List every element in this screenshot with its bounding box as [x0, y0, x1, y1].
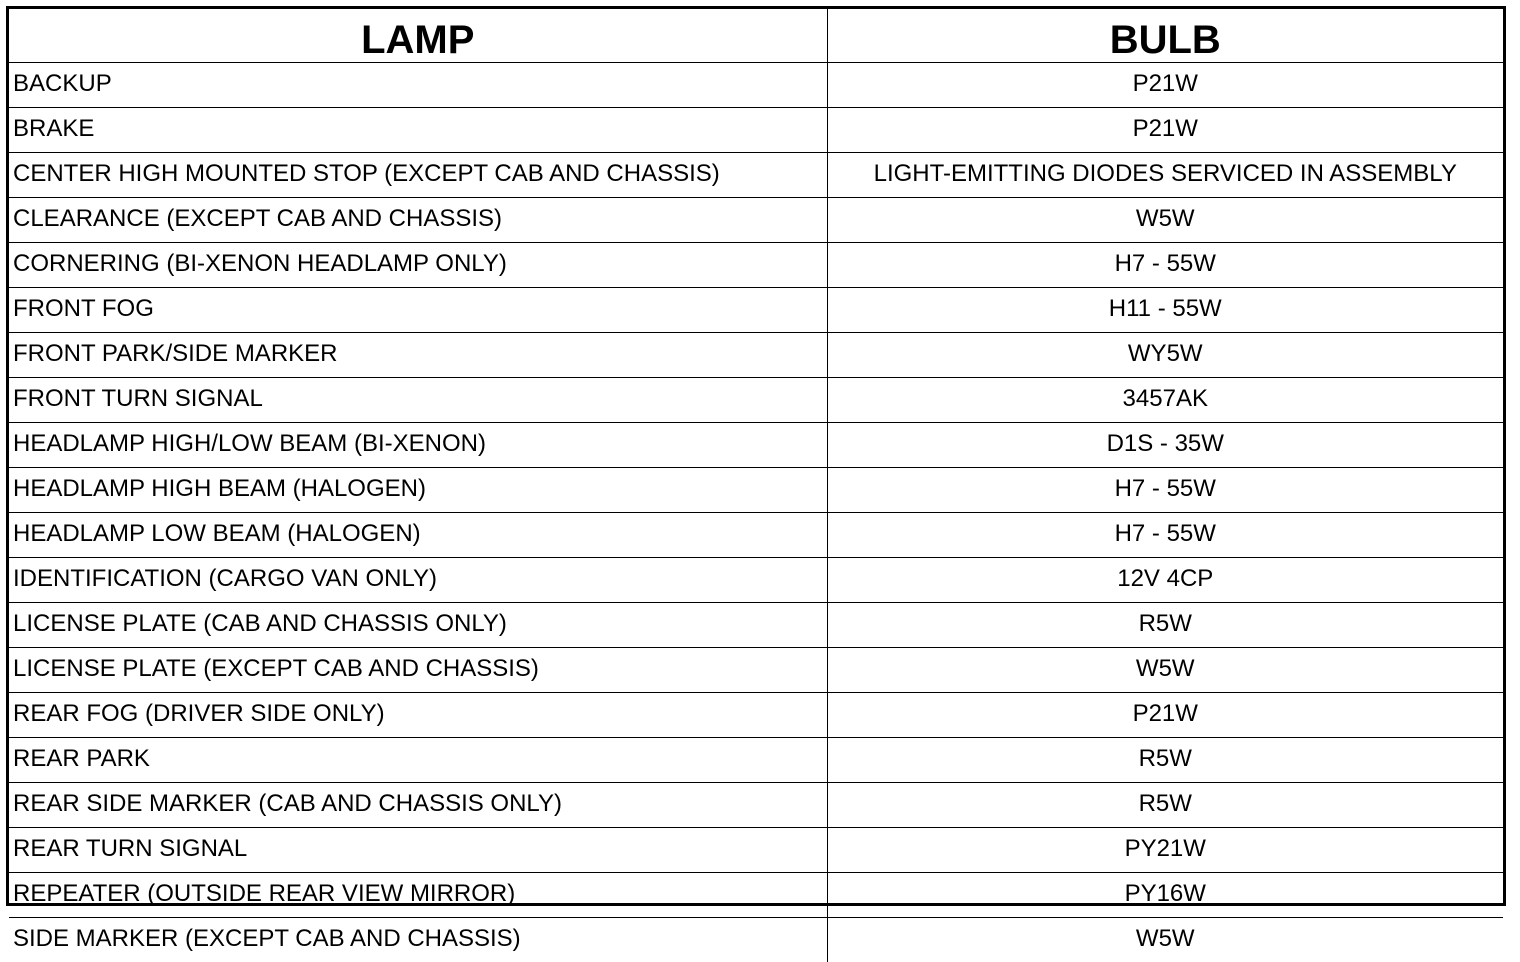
table-row	[9, 63, 1503, 108]
bulb-cell: H11 - 55W	[827, 288, 1503, 333]
lamp-cell: BACKUP	[9, 63, 827, 108]
lamp-bulb-table	[9, 9, 1503, 962]
table-row	[9, 873, 1503, 918]
lamp-cell: SIDE MARKER (EXCEPT CAB AND CHASSIS)	[9, 918, 827, 962]
lamp-cell: FRONT TURN SIGNAL	[9, 378, 827, 423]
table-row	[9, 153, 1503, 198]
lamp-cell: CORNERING (BI-XENON HEADLAMP ONLY)	[9, 243, 827, 288]
table-row	[9, 333, 1503, 378]
table-row	[9, 423, 1503, 468]
bulb-cell: W5W	[827, 918, 1503, 962]
table-row	[9, 828, 1503, 873]
lamp-cell: BRAKE	[9, 108, 827, 153]
bulb-column-header: BULB	[827, 9, 1503, 63]
lamp-cell: REPEATER (OUTSIDE REAR VIEW MIRROR)	[9, 873, 827, 918]
header-row	[9, 9, 1503, 63]
lamp-cell: HEADLAMP LOW BEAM (HALOGEN)	[9, 513, 827, 558]
table-row	[9, 693, 1503, 738]
table-row	[9, 108, 1503, 153]
bulb-cell: R5W	[827, 603, 1503, 648]
bulb-cell: H7 - 55W	[827, 513, 1503, 558]
bulb-cell: R5W	[827, 783, 1503, 828]
table-row	[9, 918, 1503, 962]
lamp-cell: REAR PARK	[9, 738, 827, 783]
lamp-cell: HEADLAMP HIGH/LOW BEAM (BI-XENON)	[9, 423, 827, 468]
bulb-cell: H7 - 55W	[827, 468, 1503, 513]
lamp-cell: REAR FOG (DRIVER SIDE ONLY)	[9, 693, 827, 738]
bulb-cell: W5W	[827, 648, 1503, 693]
table-row	[9, 378, 1503, 423]
lamp-column-header: LAMP	[9, 9, 827, 63]
bulb-cell: P21W	[827, 63, 1503, 108]
bulb-chart-sheet	[6, 6, 1506, 906]
lamp-cell: LICENSE PLATE (EXCEPT CAB AND CHASSIS)	[9, 648, 827, 693]
table-row	[9, 288, 1503, 333]
lamp-cell: REAR TURN SIGNAL	[9, 828, 827, 873]
bulb-cell: W5W	[827, 198, 1503, 243]
bulb-cell: LIGHT-EMITTING DIODES SERVICED IN ASSEMBLY	[827, 153, 1503, 198]
lamp-cell: CLEARANCE (EXCEPT CAB AND CHASSIS)	[9, 198, 827, 243]
lamp-cell: FRONT PARK/SIDE MARKER	[9, 333, 827, 378]
table-row	[9, 783, 1503, 828]
bulb-cell: D1S - 35W	[827, 423, 1503, 468]
bulb-cell: 12V 4CP	[827, 558, 1503, 603]
bulb-cell: 3457AK	[827, 378, 1503, 423]
bulb-cell: H7 - 55W	[827, 243, 1503, 288]
lamp-cell: FRONT FOG	[9, 288, 827, 333]
bulb-cell: P21W	[827, 108, 1503, 153]
table-row	[9, 648, 1503, 693]
table-row	[9, 243, 1503, 288]
table-row	[9, 198, 1503, 243]
bulb-cell: P21W	[827, 693, 1503, 738]
table-row	[9, 603, 1503, 648]
lamp-cell: IDENTIFICATION (CARGO VAN ONLY)	[9, 558, 827, 603]
table-row	[9, 738, 1503, 783]
bulb-cell: PY16W	[827, 873, 1503, 918]
table-row	[9, 513, 1503, 558]
bulb-cell: R5W	[827, 738, 1503, 783]
lamp-cell: HEADLAMP HIGH BEAM (HALOGEN)	[9, 468, 827, 513]
lamp-cell: LICENSE PLATE (CAB AND CHASSIS ONLY)	[9, 603, 827, 648]
bulb-cell: PY21W	[827, 828, 1503, 873]
lamp-cell: REAR SIDE MARKER (CAB AND CHASSIS ONLY)	[9, 783, 827, 828]
lamp-cell: CENTER HIGH MOUNTED STOP (EXCEPT CAB AND CHASSIS)	[9, 153, 827, 198]
table-row	[9, 558, 1503, 603]
table-row	[9, 468, 1503, 513]
bulb-cell: WY5W	[827, 333, 1503, 378]
